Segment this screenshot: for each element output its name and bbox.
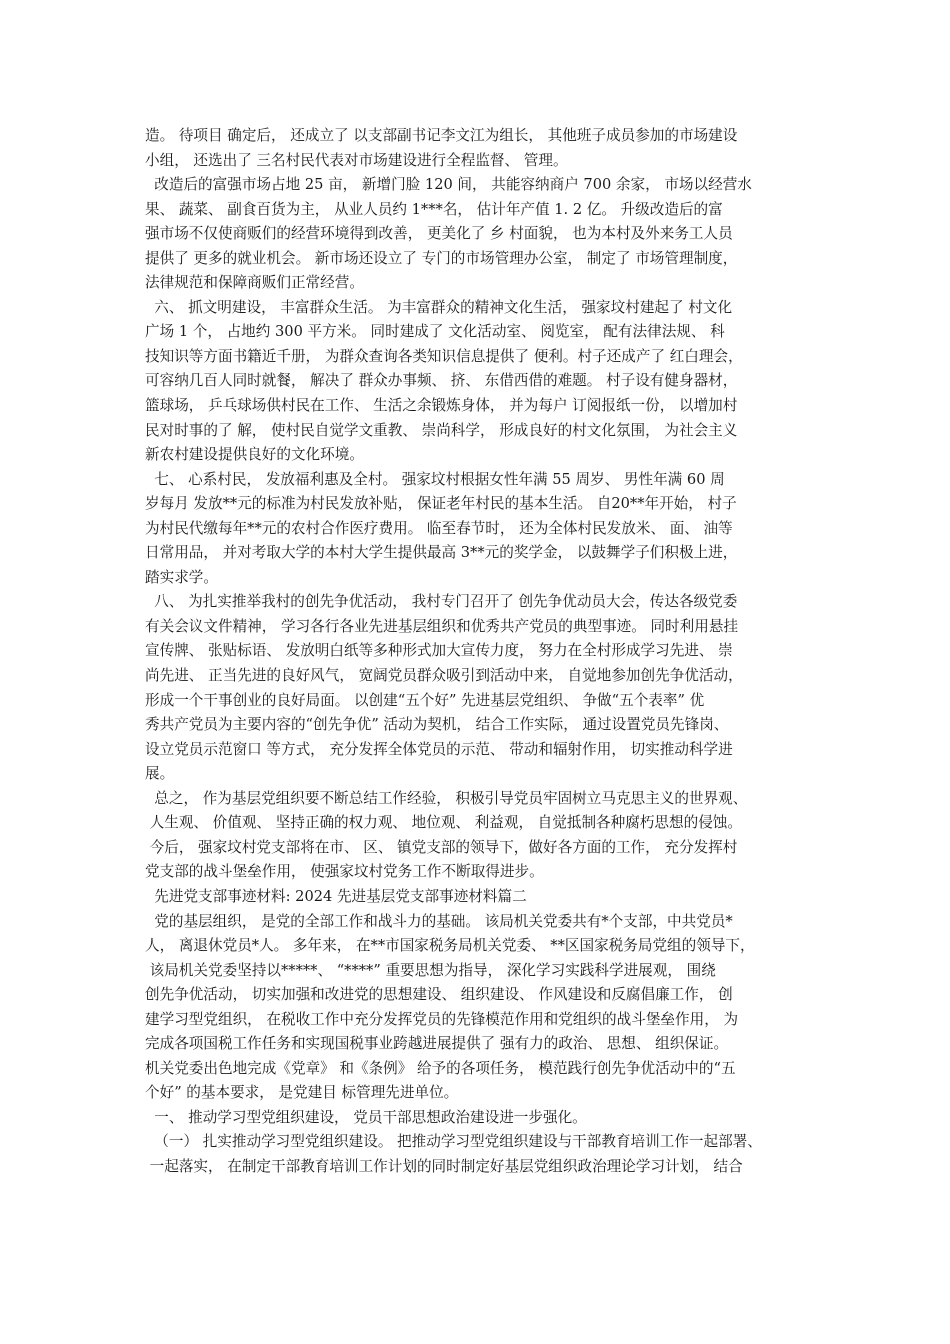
text-line: 建学习型党组织， 在税收工作中充分发挥党员的先锋模范作用和党组织的战斗堡垒作用， 为 (145, 1010, 739, 1028)
text-line: 日常用品， 并对考取大学的本村大学生提供最高 3**元的奖学金， 以鼓舞学子们积极上进， (145, 544, 738, 562)
text-line: 民对时事的了 解， 使村民自觉学文重教、 崇尚科学， 形成良好的村文化氛围， 为社会主义 (145, 421, 738, 439)
text-line: 完成各项国税工作任务和实现国税事业跨越进展提供了 强有力的政治、 思想、 组织保证。 (145, 1035, 729, 1053)
text-line: 七、 心系村民， 发放福利惠及全村。 强家坟村根据女性年满 55 周岁、 男性年满 60 周 (145, 470, 725, 488)
text-line: 人生观、 价值观、 坚持正确的权力观、 地位观、 利益观， 自觉抵制各种腐朽思想的侵蚀。 (145, 814, 742, 832)
text-line: 党的基层组织， 是党的全部工作和战斗力的基础。 该局机关党委共有*个支部，中共党员* (145, 912, 733, 930)
text-line: 今后， 强家坟村党支部将在市、 区、 镇党支部的领导下，做好各方面的工作， 充分发挥村 (145, 838, 738, 856)
text-line: 党支部的战斗堡垒作用， 使强家坟村党务工作不断取得进步。 (145, 863, 544, 881)
text-line: （一） 扎实推动学习型党组织建设。 把推动学习型党组织建设与干部教育培训工作一起部署、 (145, 1133, 762, 1151)
text-line: 个好” 的基本要求， 是党建目 标管理先进单位。 (145, 1084, 459, 1102)
text-line: 果、 蔬菜、 副食百货为主， 从业人员约 1***名， 估计年产值 1. 2 亿。 升级改造后的富 (145, 200, 723, 218)
text-line: 新农村建设提供良好的文化环境。 (145, 446, 364, 464)
text-line: 展。 (145, 765, 175, 783)
text-line: 尚先进、 正当先进的良好风气， 宽阔党员群众吸引到活动中来， 自觉地参加创先争优活动， (145, 667, 743, 685)
text-line: 可容纳几百人同时就餐， 解决了 群众办事频、 挤、 东借西借的难题。 村子设有健身器材， (145, 372, 738, 390)
document-body (145, 124, 810, 1180)
text-line: 人， 离退休党员*人。 多年来， 在**市国家税务局机关党委、 **区国家税务局党组的领导下， (145, 937, 755, 955)
text-line: 秀共产党员为主要内容的“创先争优” 活动为契机， 结合工作实际， 通过设置党员先锋岗、 (145, 716, 729, 734)
text-line: 先进党支部事迹材料: 2024 先进基层党支部事迹材料篇二 (145, 887, 527, 905)
text-line: 提供了 更多的就业机会。 新市场还设立了 专门的市场管理办公室， 制定了 市场管理制度， (145, 249, 738, 267)
text-line: 小组， 还选出了 三名村民代表对市场建设进行全程监督、 管理。 (145, 151, 568, 169)
text-line: 一、 推动学习型党组织建设， 党员干部思想政治建设进一步强化。 (145, 1108, 587, 1126)
text-line: 六、 抓文明建设， 丰富群众生活。 为丰富群众的精神文化生活， 强家坟村建起了 村文化 (145, 298, 733, 316)
text-line: 技知识等方面书籍近千册， 为群众查询各类知识信息提供了 便利。村子还成产了 红白理会， (145, 347, 743, 365)
text-line: 踏实求学。 (145, 568, 218, 586)
text-line: 宣传牌、 张贴标语、 发放明白纸等多种形式加大宣传力度， 努力在全村形成学习先进、 崇 (145, 642, 733, 660)
text-line: 机关党委出色地完成《党章》 和《条例》 给予的各项任务， 模范践行创先争优活动中的“五 (145, 1059, 736, 1077)
text-line: 八、 为扎实推举我村的创先争优活动， 我村专门召开了 创先争优动员大会，传达各级党委 (145, 593, 738, 611)
text-line: 一起落实， 在制定干部教育培训工作计划的同时制定好基层党组织政治理论学习计划， 结合 (145, 1157, 743, 1175)
text-line: 改造后的富强市场占地 25 亩， 新增门脸 120 间， 共能容纳商户 700 余家， 市场以经营水 (145, 176, 752, 194)
text-line: 形成一个干事创业的良好局面。 以创建“五个好” 先进基层党组织、 争做“五个表率” 优 (145, 691, 705, 709)
text-line: 创先争优活动， 切实加强和改进党的思想建设、 组织建设、 作风建设和反腐倡廉工作， 创 (145, 986, 733, 1004)
text-line: 总之， 作为基层党组织要不断总结工作经验， 积极引导党员牢固树立马克思主义的世界观、 (145, 789, 748, 807)
text-line: 为村民代缴每年**元的农村合作医疗费用。 临至春节时， 还为全体村民发放米、 面、 油等 (145, 519, 733, 537)
text-line: 篮球场， 乒乓球场供村民在工作、 生活之余锻炼身体， 并为每户 订阅报纸一份， 以增加村 (145, 397, 738, 415)
text-line: 有关会议文件精神， 学习各行各业先进基层组织和优秀共产党员的典型事迹。 同时利用悬挂 (145, 617, 739, 635)
text-line: 造。 待项目 确定后， 还成立了 以支部副书记李文江为组长， 其他班子成员参加的市场建设 (145, 127, 738, 144)
text-line: 该局机关党委坚持以*****、 “****” 重要思想为指导， 深化学习实践科学进展观， 围绕 (145, 961, 716, 979)
text-line: 设立党员示范窗口 等方式， 充分发挥全体党员的示范、 带动和辐射作用， 切实推动科学进 (145, 740, 733, 758)
text-line: 岁每月 发放**元的标准为村民发放补贴， 保证老年村民的基本生活。 自20**年开始， 村子 (145, 495, 737, 513)
text-line: 强市场不仅使商贩们的经营环境得到改善， 更美化了 乡 村面貌， 也为本村及外来务工人员 (145, 225, 733, 243)
text-line: 法律规范和保障商贩们正常经营。 (145, 274, 364, 292)
text-line: 广场 1 个， 占地约 300 平方米。 同时建成了 文化活动室、 阅览室， 配有法律法规、 科 (145, 323, 725, 341)
